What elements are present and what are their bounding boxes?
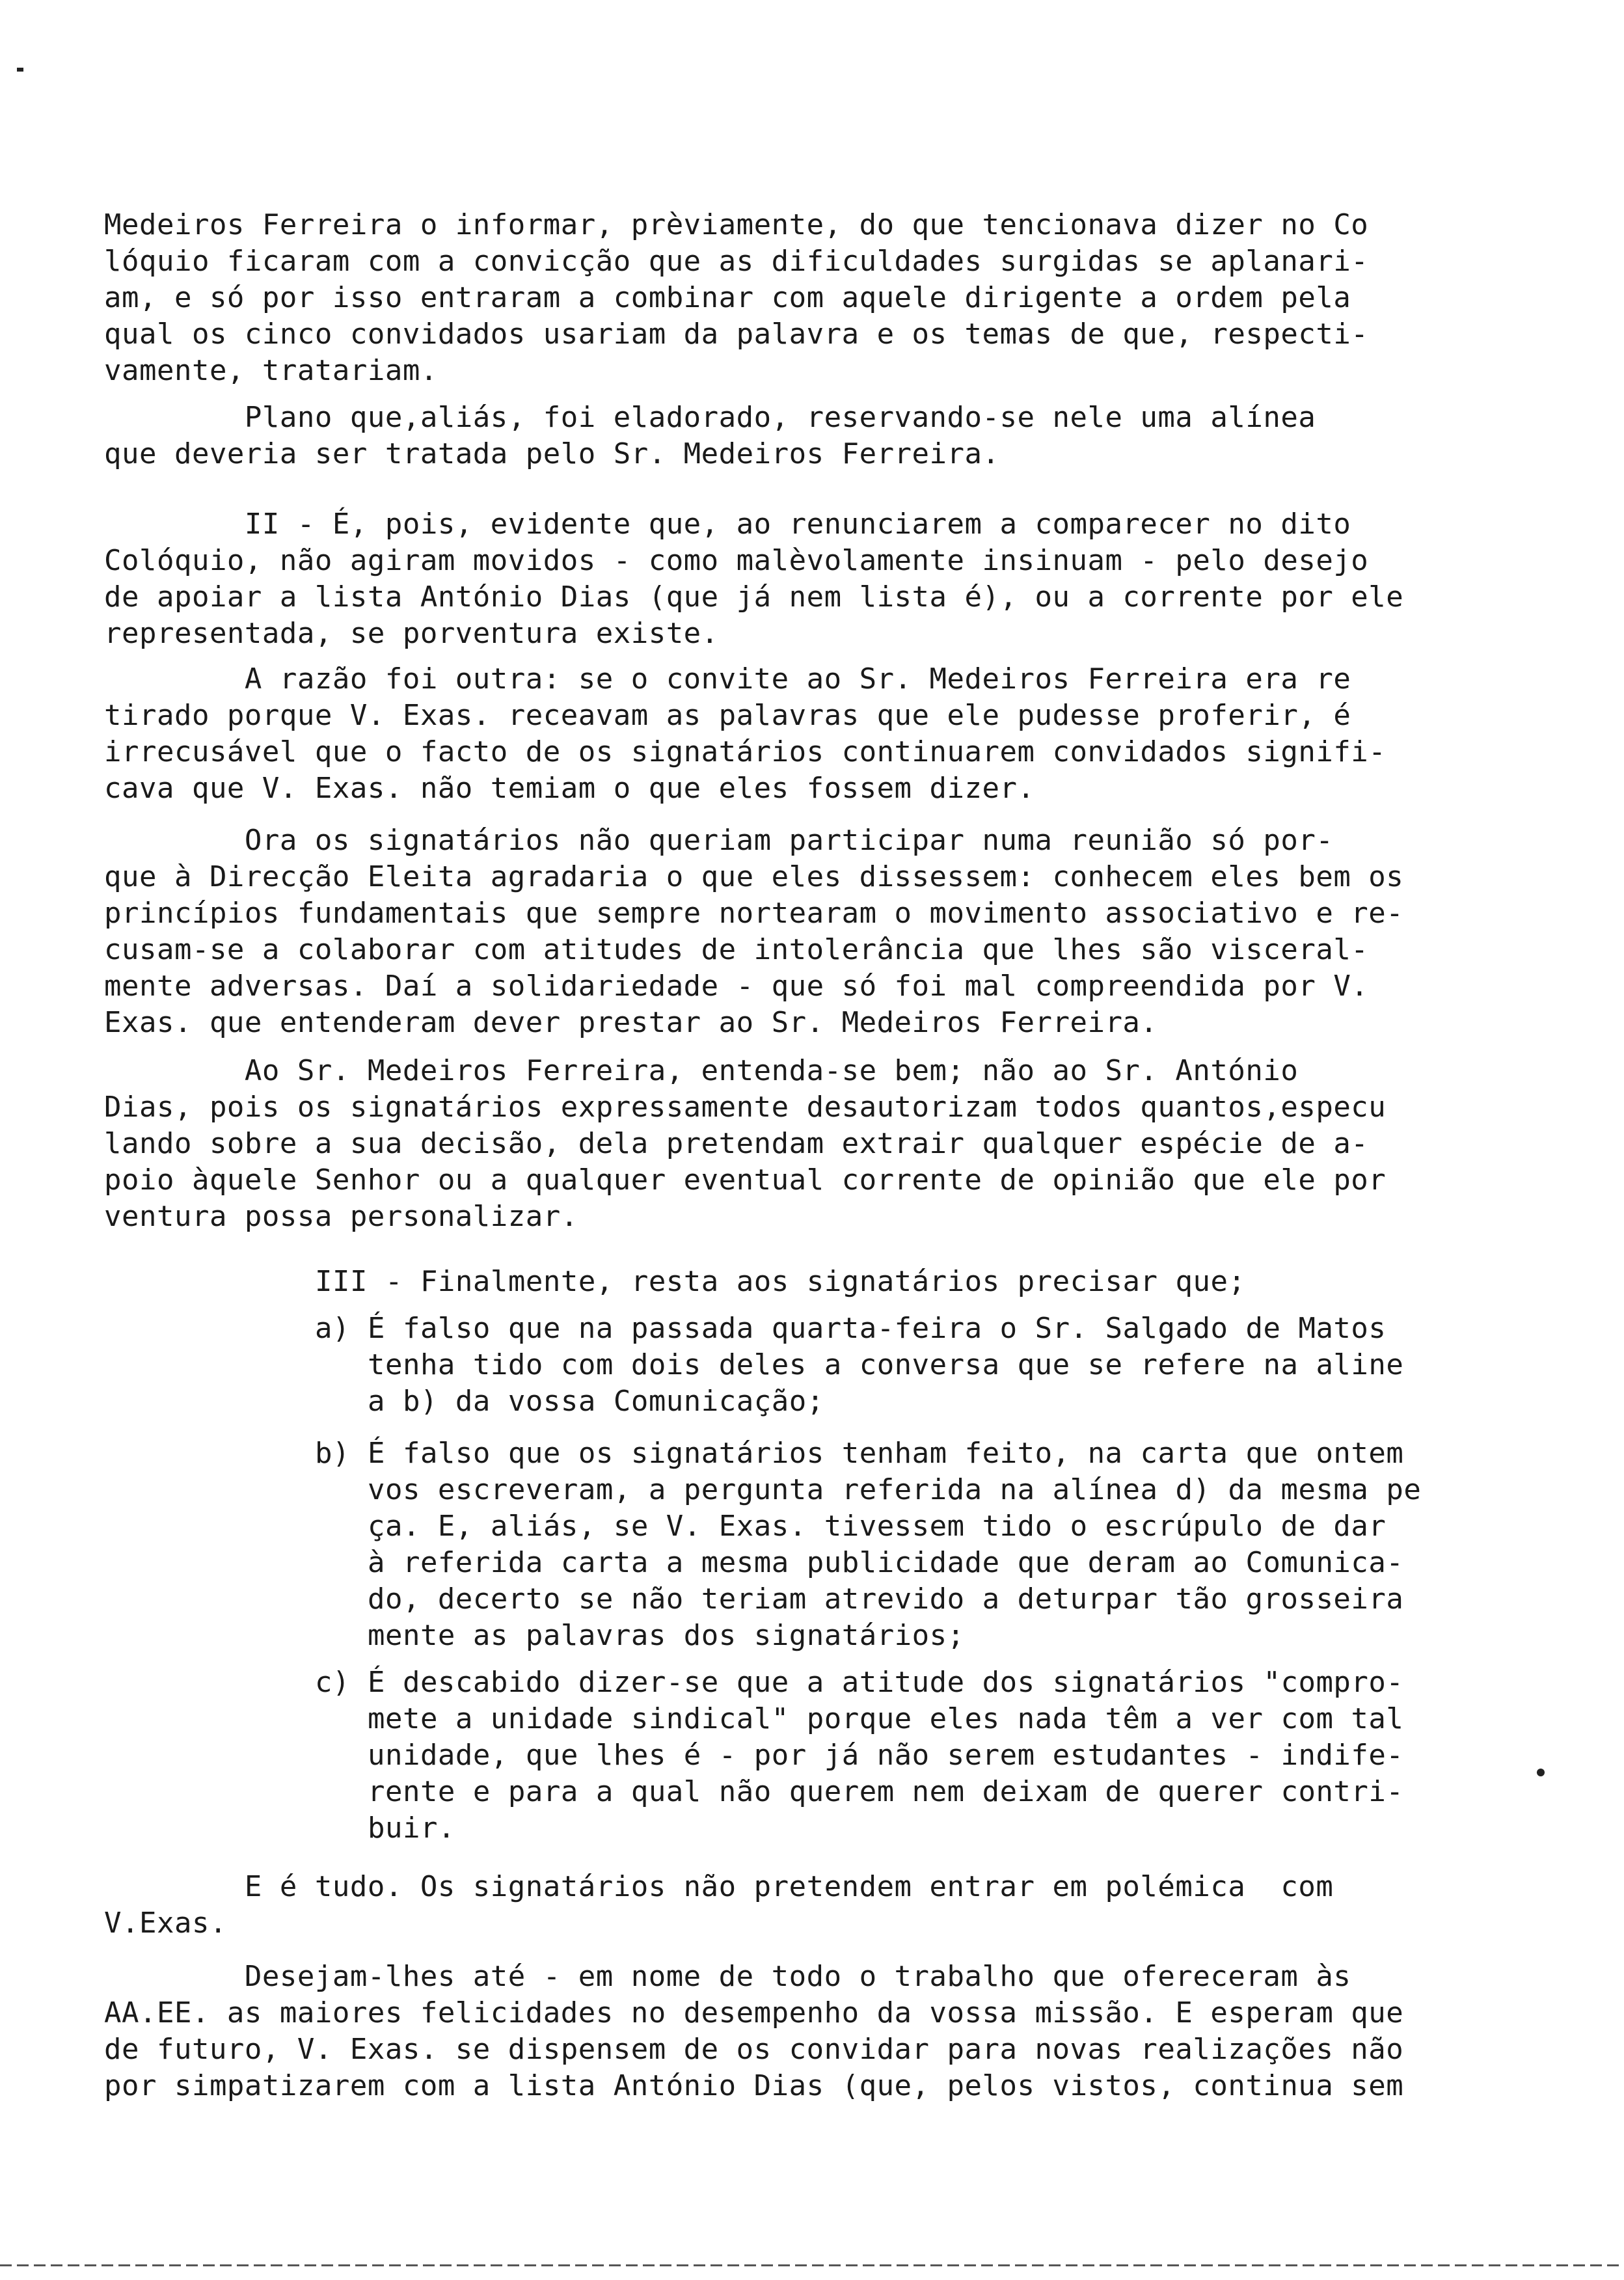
paragraph-8: E é tudo. Os signatários não pretendem entrar em polémica com V.Exas. [104,1870,1334,1940]
margin-mark-top [17,68,23,72]
paragraph-2: Plano que,aliás, foi eladorado, reservando-se nele uma alínea que deveria ser tratada pelo Sr. Medeiros Ferreira. [104,401,1316,470]
paragraph-1: Medeiros Ferreira o informar, prèviamente, do que tencionava dizer no Co lóquio ficaram com a convicção que as dificuldades surgidas se aplanari- am, e só por isso entraram a combinar com aquele dirigente a ordem pela qual os cinco convidados usariam da palavra e os temas de que, respecti- vamente, tratariam. [104,208,1369,387]
margin-dot-right [1537,1769,1545,1776]
paragraph-5: Ora os signatários não queriam participar numa reunião só por- que à Direcção Eleita agradaria o que eles dissessem: conhecem eles bem os princípios fundamentais que sempre nortearam o movimento associativo e re- cusam-se a colaborar com atitudes de intolerância que lhes são visceral- mente adversas. Daí a solidariedade - que só foi mal compreendida por V. Exas. que entenderam dever prestar ao Sr. Medeiros Ferreira. [104,824,1404,1039]
list-item-b: b) É falso que os signatários tenham feito, na carta que ontem vos escreveram, a pergunta referida na alínea d) da mesma pe ça. E, aliás, se V. Exas. tivessem tido o escrúpulo de dar à referida carta a mesma publicidade que deram ao Comunica- do, decerto se não teriam atrevido a deturpar tão grosseira mente as palavras dos signatários; [315,1437,1422,1652]
paragraph-3-section-ii: II - É, pois, evidente que, ao renunciarem a comparecer no dito Colóquio, não agiram movidos - como malèvolamente insinuam - pelo desejo de apoiar a lista António Dias (que já nem lista é), ou a corrente por ele representada, se porventura existe. [104,508,1404,650]
paragraph-4: A razão foi outra: se o convite ao Sr. Medeiros Ferreira era re tirado porque V. Exas. receavam as palavras que ele pudesse proferir, é irrecusável que o facto de os signatários continuarem convidados signifi- cava que V. Exas. não temiam o que eles fossem dizer. [104,662,1387,805]
paragraph-6: Ao Sr. Medeiros Ferreira, entenda-se bem; não ao Sr. António Dias, pois os signatários expressamente desautorizam todos quantos,especu lando sobre a sua decisão, dela pretendam extrair qualquer espécie de a- poio àquele Senhor ou a qualquer eventual corrente de opinião que ele por ventura possa personalizar. [104,1054,1387,1233]
section-iii-heading: III - Finalmente, resta aos signatários precisar que; [315,1265,1246,1298]
paragraph-9: Desejam-lhes até - em nome de todo o trabalho que ofereceram às AA.EE. as maiores felicidades no desempenho da vossa missão. E esperam que de futuro, V. Exas. se dispensem de os convidar para novas realizações não por simpatizarem com a lista António Dias (que, pelos vistos, continua sem [104,1960,1404,2102]
list-item-c: c) É descabido dizer-se que a atitude dos signatários "compro- mete a unidade sindical" porque eles nada têm a ver com tal unidade, que lhes é - por já não serem estudantes - indife- rente e para a qual não querem nem deixam de querer contri- buir. [315,1666,1404,1845]
list-item-a: a) É falso que na passada quarta-feira o Sr. Salgado de Matos tenha tido com dois deles a conversa que se refere na aline a b) da vossa Comunicação; [315,1312,1404,1418]
bottom-edge-line [0,2264,1624,2266]
